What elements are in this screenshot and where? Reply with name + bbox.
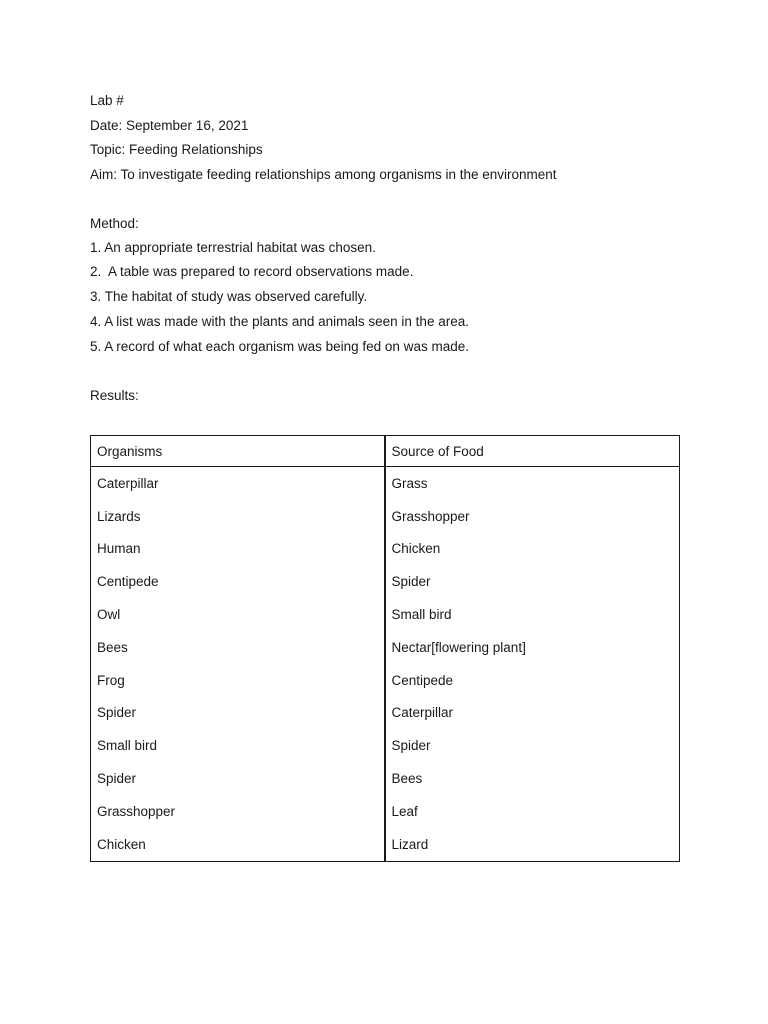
table-row — [91, 664, 680, 697]
method-step: 3. The habitat of study was observed carefully. — [90, 289, 368, 304]
organism-cell: Lizards — [91, 500, 385, 533]
method-heading: Method: — [90, 216, 139, 231]
table-row — [91, 598, 680, 631]
table-row — [91, 762, 680, 795]
food-source-cell: Grass — [385, 467, 680, 500]
aim-line: Aim: To investigate feeding relationships among organisms in the environment — [90, 167, 557, 182]
table-row — [91, 631, 680, 664]
food-source-cell: Chicken — [385, 533, 680, 566]
organism-cell: Frog — [91, 664, 385, 697]
table-row — [91, 467, 680, 500]
food-source-cell: Lizard — [385, 828, 680, 861]
column-header-organisms: Organisms — [91, 436, 385, 467]
results-heading: Results: — [90, 388, 139, 403]
food-source-cell: Bees — [385, 762, 680, 795]
date-line: Date: September 16, 2021 — [90, 118, 249, 133]
organism-cell: Grasshopper — [91, 795, 385, 828]
method-step: 4. A list was made with the plants and animals seen in the area. — [90, 314, 469, 329]
topic-line: Topic: Feeding Relationships — [90, 142, 263, 157]
food-source-cell: Spider — [385, 565, 680, 598]
column-header-source-of-food: Source of Food — [385, 436, 680, 467]
table-row — [91, 729, 680, 762]
table-row — [91, 565, 680, 598]
method-step: 2. A table was prepared to record observations made. — [90, 264, 414, 279]
method-step: 5. A record of what each organism was being fed on was made. — [90, 339, 469, 354]
table-row — [91, 795, 680, 828]
food-source-cell: Nectar[flowering plant] — [385, 631, 680, 664]
organism-cell: Spider — [91, 697, 385, 730]
organism-cell: Centipede — [91, 565, 385, 598]
food-source-cell: Caterpillar — [385, 697, 680, 730]
food-source-cell: Grasshopper — [385, 500, 680, 533]
table-row — [91, 533, 680, 566]
table-row — [91, 828, 680, 861]
lab-number: Lab # — [90, 93, 124, 108]
method-step: 1. An appropriate terrestrial habitat was chosen. — [90, 240, 376, 255]
organism-cell: Small bird — [91, 729, 385, 762]
organism-cell: Owl — [91, 598, 385, 631]
organism-cell: Human — [91, 533, 385, 566]
food-source-cell: Spider — [385, 729, 680, 762]
table-header-row — [91, 436, 680, 467]
food-source-cell: Leaf — [385, 795, 680, 828]
food-source-cell: Small bird — [385, 598, 680, 631]
organism-cell: Chicken — [91, 828, 385, 861]
organism-cell: Spider — [91, 762, 385, 795]
organism-cell: Bees — [91, 631, 385, 664]
table-row — [91, 500, 680, 533]
food-source-cell: Centipede — [385, 664, 680, 697]
organism-cell: Caterpillar — [91, 467, 385, 500]
table-row — [91, 697, 680, 730]
results-table — [90, 435, 680, 862]
